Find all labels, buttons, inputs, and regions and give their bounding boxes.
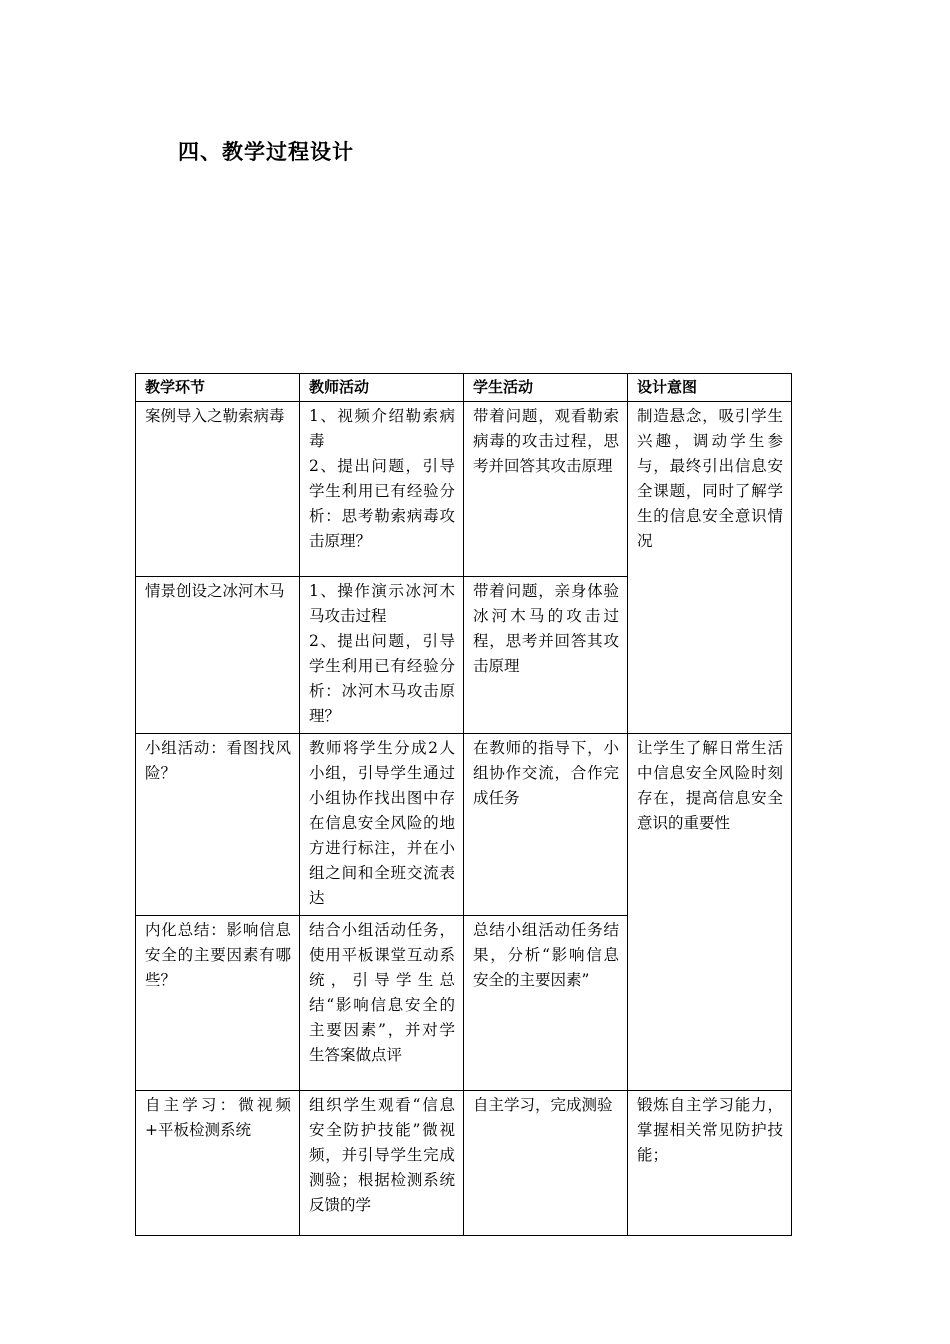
teacher-cell: 结合小组活动任务，使用平板课堂互动系统，引导学生总结“影响信息安全的主要因素”，并对学生答案做点评 bbox=[300, 916, 464, 1091]
student-cell: 带着问题，亲身体验冰河木马的攻击过程，思考并回答其攻击原理 bbox=[464, 577, 628, 734]
header-teacher-activity: 教师活动 bbox=[300, 374, 464, 402]
teacher-line: 2、提出问题，引导学生利用已有经验分析：冰河木马攻击原理？ bbox=[309, 632, 455, 725]
teacher-cell bbox=[300, 402, 464, 577]
student-cell: 在教师的指导下，小组协作交流，合作完成任务 bbox=[464, 734, 628, 916]
intent-cell: 让学生了解日常生活中信息安全风险时刻存在，提高信息安全意识的重要性 bbox=[628, 734, 792, 1091]
teacher-line: 2、提出问题，引导学生利用已有经验分析：思考勒索病毒攻击原理？ bbox=[309, 457, 455, 550]
table-row bbox=[136, 1091, 792, 1236]
stage-cell: 小组活动：看图找风险？ bbox=[136, 734, 300, 916]
table-header-row bbox=[136, 374, 792, 402]
teacher-cell bbox=[300, 577, 464, 734]
stage-cell: 案例导入之勒索病毒 bbox=[136, 402, 300, 577]
stage-cell: 情景创设之冰河木马 bbox=[136, 577, 300, 734]
header-stage: 教学环节 bbox=[136, 374, 300, 402]
intent-cell: 锻炼自主学习能力，掌握相关常见防护技能； bbox=[628, 1091, 792, 1236]
teacher-line: 1、视频介绍勒索病毒 bbox=[309, 407, 455, 450]
section-heading: 四、教学过程设计 bbox=[178, 140, 354, 164]
teacher-line: 1、操作演示冰河木马攻击过程 bbox=[309, 582, 455, 625]
header-design-intent: 设计意图 bbox=[628, 374, 792, 402]
table-row bbox=[136, 402, 792, 577]
stage-cell: 内化总结：影响信息安全的主要因素有哪些？ bbox=[136, 916, 300, 1091]
header-student-activity: 学生活动 bbox=[464, 374, 628, 402]
table-row bbox=[136, 734, 792, 916]
teaching-process-table bbox=[135, 373, 792, 1236]
stage-cell: 自主学习：微视频+平板检测系统 bbox=[136, 1091, 300, 1236]
student-cell: 总结小组活动任务结果，分析“影响信息安全的主要因素” bbox=[464, 916, 628, 1091]
student-cell: 自主学习，完成测验 bbox=[464, 1091, 628, 1236]
intent-cell: 制造悬念，吸引学生兴趣，调动学生参与，最终引出信息安全课题，同时了解学生的信息安全意识情况 bbox=[628, 402, 792, 734]
teacher-cell: 组织学生观看“信息安全防护技能”微视频，并引导学生完成测验；根据检测系统反馈的学 bbox=[300, 1091, 464, 1236]
teacher-cell: 教师将学生分成2人小组，引导学生通过小组协作找出图中存在信息安全风险的地方进行标注，并在小组之间和全班交流表达 bbox=[300, 734, 464, 916]
student-cell: 带着问题，观看勒索病毒的攻击过程，思考并回答其攻击原理 bbox=[464, 402, 628, 577]
